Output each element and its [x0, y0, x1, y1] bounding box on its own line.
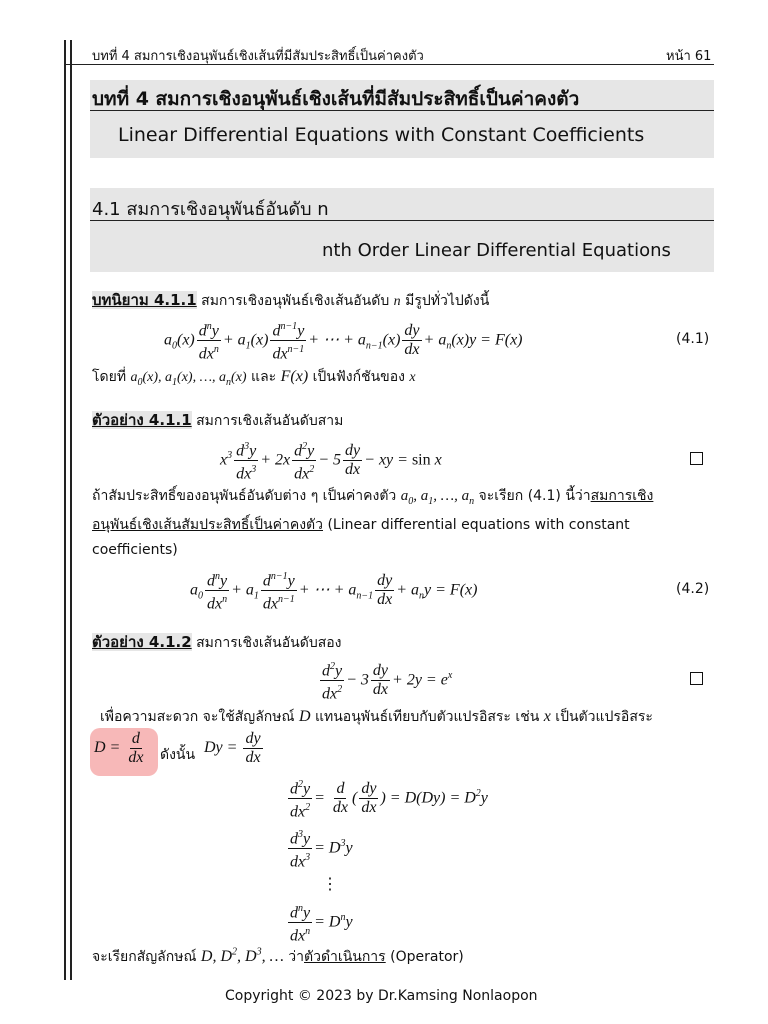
definition-text-a: สมการเชิงอนุพันธ์เชิงเส้นอันดับ [201, 293, 390, 309]
margin-line-inner [70, 40, 72, 980]
equation-4-1-number: (4.1) [676, 331, 710, 347]
paragraph-2-text-d: ดังนั้น [160, 747, 196, 763]
paragraph-3-text-c: (Operator) [385, 949, 464, 965]
paragraph-1-text-a: ถ้าสัมประสิทธิ์ของอนุพันธ์อันดับต่าง ๆ เป็นค่าคงตัว [92, 488, 397, 504]
paragraph-3-underline: ตัวดำเนินการ [304, 949, 386, 965]
equation-4-1: $a_0(x)$ $\frac{d^ny}{dx^n}$ + $a_1(x)$ $\frac{d^{n-1}y}{dx^{n-1}}$ + ⋯ + $a_{n-1}(x)$ $\frac{dy}{dx}$ + $a_n(x)y = F(x)$ [164, 318, 523, 364]
paragraph-1-text-b: จะเรียก (4.1) นี้ว่า [478, 488, 591, 504]
footer-copyright: Copyright © 2023 by Dr.Kamsing Nonlaopon [225, 988, 538, 1004]
third-derivative-equation: $\frac{d^3y}{dx^3}$ = $D^3y$ [286, 826, 353, 872]
f-of-x: F(x) [280, 368, 309, 385]
nth-derivative-equation: $\frac{d^ny}{dx^n}$ = $D^ny$ [286, 900, 353, 946]
paragraph-1-line-2 [92, 514, 630, 536]
definition-line [92, 288, 489, 312]
example-2-equation: $\frac{d^2y}{dx^2}$ − 3 $\frac{dy}{dx}$ + $2y = e^x$ [318, 658, 452, 704]
where-text-b: และ [251, 369, 277, 385]
paragraph-3-text-a: จะเรียกสัญลักษณ์ [92, 949, 197, 965]
example-1-label: ตัวอย่าง 4.1.1 [92, 411, 192, 429]
second-derivative-equation: $\frac{d^2y}{dx^2}$ = $\frac{d}{dx}$ ( $\frac{dy}{dx}$ ) = $D(Dy) = D^2y$ [286, 776, 488, 822]
constant-coefficient-list: $a_0$, $a_1$, …, $a_n$ [400, 488, 475, 507]
where-text-c: เป็นฟังก์ชันของ [312, 369, 405, 385]
equation-4-2-number: (4.2) [676, 581, 710, 597]
section-title-en: nth Order Linear Differential Equations [322, 240, 671, 261]
definition-label: บทนิยาม 4.1.1 [92, 291, 197, 309]
paragraph-1-line-1 [92, 485, 653, 507]
where-text-a: โดยที่ [92, 369, 127, 385]
running-header-title: บทที่ 4 สมการเชิงอนุพันธ์เชิงเส้นที่มีสัมประสิทธิ์เป็นค่าคงตัว [92, 49, 424, 64]
paragraph-2-text-c: เป็นตัวแปรอิสระ [555, 709, 653, 725]
paragraph-2-text-a: เพื่อความสะดวก จะใช้สัญลักษณ์ [100, 709, 295, 725]
paragraph-1-text-c: (Linear differential equations with constant [323, 517, 630, 533]
independent-var-x: x [543, 708, 551, 725]
example-1-text: สมการเชิงเส้นอันดับสาม [196, 413, 344, 429]
coefficient-list: $a_0(x)$, $a_1(x)$, …, $a_n(x)$ [130, 370, 247, 388]
dy-definition: Dy = $\frac{dy}{dx}$ [204, 730, 261, 766]
where-var-x: x [409, 370, 416, 385]
paragraph-1-underline-2: อนุพันธ์เชิงเส้นสัมประสิทธิ์เป็นค่าคงตัว [92, 517, 323, 533]
chapter-title-th: บทที่ 4 สมการเชิงอนุพันธ์เชิงเส้นที่มีสัมประสิทธิ์เป็นค่าคงตัว [92, 88, 580, 110]
definition-var-n: n [393, 294, 401, 309]
operator-symbol-d: D [298, 708, 311, 725]
example-2-line [92, 630, 342, 654]
definition-text-b: มีรูปทั่วไปดังนี้ [405, 293, 490, 309]
margin-line-outer [64, 40, 66, 980]
example-1-line [92, 408, 343, 432]
paragraph-1-line-3: coefficients) [92, 542, 178, 558]
section-title-th: 4.1 สมการเชิงอนุพันธ์อันดับ n [92, 199, 329, 220]
paragraph-3-line [92, 946, 464, 968]
definition-where-line [92, 366, 416, 388]
example-1-equation: $x^3$ $\frac{d^3y}{dx^3}$ + 2x $\frac{d^2y}{dx^2}$ − 5 $\frac{dy}{dx}$ − xy = sin x [220, 438, 442, 484]
paragraph-2-text-b: แทนอนุพันธ์เทียบกับตัวแปรอิสระ เช่น [314, 709, 540, 725]
equation-4-2: $a_0$ $\frac{d^ny}{dx^n}$ + $a_1$ $\frac{d^{n-1}y}{dx^{n-1}}$ + ⋯ + $a_{n-1}$ $\frac{dy}{dx}$ + $a_ny = F(x)$ [190, 568, 477, 614]
example-2-label: ตัวอย่าง 4.1.2 [92, 633, 192, 651]
operator-list: D, $D^2$, $D^3$, … [200, 946, 284, 965]
example-2-end-mark [690, 672, 703, 685]
operator-definition: D = $\frac{d}{dx}$ [94, 730, 144, 766]
example-2-text: สมการเชิงเส้นอันดับสอง [196, 635, 342, 651]
paragraph-2-line-1 [100, 706, 653, 728]
running-header-page: หน้า 61 [666, 49, 712, 64]
vertical-ellipsis: ⋮ [322, 876, 338, 893]
paragraph-1-underline-1: สมการเชิง [590, 488, 654, 504]
header-rule [64, 64, 714, 65]
chapter-rule [90, 110, 714, 111]
example-1-end-mark [690, 452, 703, 465]
section-rule [90, 220, 714, 221]
chapter-title-en: Linear Differential Equations with Constant Coefficients [118, 124, 645, 146]
paragraph-3-text-b: ว่า [288, 949, 304, 965]
